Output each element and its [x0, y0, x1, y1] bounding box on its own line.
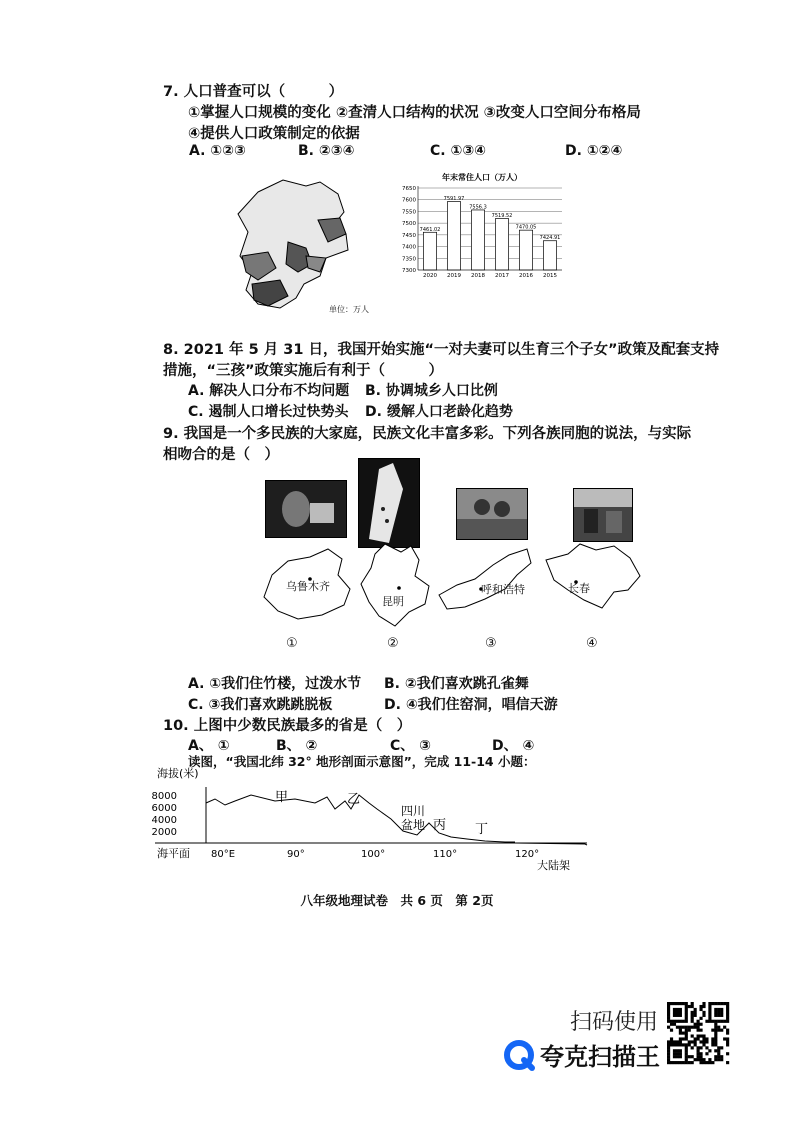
chart-xtick-2020: 2020	[423, 273, 437, 279]
map-number-4: ④	[586, 636, 598, 651]
label-bing: 丙	[433, 818, 447, 833]
chart-ytick-7350: 7350	[402, 256, 416, 263]
q8-stem-2: 措施，“三孩”政策实施后有利于（ ）	[163, 363, 444, 379]
q8-option-a: A. 解决人口分布不均问题	[188, 383, 350, 399]
chart-xtick-2016: 2016	[519, 273, 533, 279]
chart-bar-2020	[423, 232, 436, 270]
chart-xtick-2018: 2018	[471, 273, 485, 279]
brand-logo-icon	[504, 1040, 534, 1070]
q10-option-c: C、 ③	[390, 738, 432, 754]
q7-statements-1: ①掌握人口规模的变化 ②查清人口结构的状况 ③改变人口空间分布格局	[188, 105, 641, 121]
q7-statements-2: ④提供人口政策制定的依据	[188, 126, 360, 142]
xtick-80e: 80°E	[211, 849, 236, 860]
scan-use-text: 扫码使用	[570, 1010, 659, 1035]
q9-option-a: A. ①我们住竹楼，过泼水节	[188, 676, 362, 692]
q10-option-a: A、 ①	[188, 738, 230, 754]
q9-option-d: D. ④我们住窑洞，唱信天游	[384, 697, 558, 713]
q9-option-c: C. ③我们喜欢跳跳脱板	[188, 697, 333, 713]
chart-ytick-7500: 7500	[402, 221, 416, 228]
chart-bar-2019	[447, 202, 460, 270]
map-inner-mongolia	[435, 545, 535, 615]
label-sichuan: 四川	[401, 804, 426, 818]
q8-option-c: C. 遏制人口增长过快势头	[188, 404, 349, 420]
brand-name: 夸克扫描王	[540, 1043, 660, 1071]
q8-option-d: D. 缓解人口老龄化趋势	[365, 404, 513, 420]
chart-ytick-7400: 7400	[402, 244, 416, 251]
q8-stem-1: 8. 2021 年 5 月 31 日，我国开始实施“一对夫妻可以生育三个子女”政策及配套支持	[163, 342, 720, 358]
map-unit-label: 单位：万人	[329, 305, 369, 314]
q9-stem-2: 相吻合的是（ ）	[163, 447, 279, 463]
profile-intro: 读图，“我国北纬 32° 地形剖面示意图”，完成 11-14 小题：	[188, 754, 536, 769]
q8-option-b: B. 协调城乡人口比例	[365, 383, 498, 399]
q7-stem: 7. 人口普查可以（ ）	[163, 84, 344, 100]
q9-stem-1: 9. 我国是一个多民族的大家庭，民族文化丰富多彩。下列各族同胞的说法，与实际	[163, 426, 692, 442]
profile-ylabel: 海拔(米)	[157, 767, 199, 780]
sea-level-label: 海平面	[157, 847, 190, 860]
map-number-2: ②	[387, 636, 399, 651]
map-yunnan	[355, 540, 439, 630]
photo-ethnic-3	[456, 488, 528, 540]
chart-xtick-2019: 2019	[447, 273, 461, 279]
q10-option-d: D、 ④	[492, 738, 535, 754]
ytick-6000: 6000	[151, 803, 177, 814]
chart-value-label-2019: 7591.97	[443, 196, 465, 203]
photo-ethnic-4	[573, 488, 633, 542]
label-yi: 乙	[347, 792, 361, 807]
continental-shelf-label: 大陆架	[537, 859, 570, 872]
q7-option-d: D. ①②④	[565, 143, 623, 159]
photo-ethnic-1	[265, 480, 347, 538]
chart-xtick-2015: 2015	[543, 273, 557, 279]
q10-stem: 10. 上图中少数民族最多的省是（ ）	[163, 718, 412, 734]
label-ding: 丁	[475, 822, 489, 837]
chart-bar-2015	[543, 241, 556, 270]
chart-value-label-2015: 7424.91	[539, 235, 561, 242]
chart-ytick-7550: 7550	[402, 209, 416, 216]
chart-ytick-7600: 7600	[402, 197, 416, 204]
page-footer: 八年级地理试卷 共 6 页 第 2页	[300, 893, 494, 908]
chart-bar-2017	[495, 219, 508, 270]
xtick-110: 110°	[433, 849, 458, 860]
q9-option-b: B. ②我们喜欢跳孔雀舞	[384, 676, 529, 692]
q10-option-b: B、 ②	[276, 738, 318, 754]
chart-bar-2016	[519, 230, 532, 270]
label-jia: 甲	[275, 790, 289, 805]
chart-title: 年末常住人口（万人）	[442, 173, 522, 182]
brand-watermark	[504, 1037, 660, 1072]
map-number-3: ③	[485, 636, 497, 651]
xtick-90: 90°	[287, 849, 305, 860]
chart-ytick-7450: 7450	[402, 232, 416, 239]
city-hohhot: 呼和浩特	[481, 583, 525, 596]
qr-code-icon	[667, 1002, 729, 1064]
city-kunming: 昆明	[382, 595, 404, 608]
xtick-100: 100°	[361, 849, 386, 860]
chart-ytick-7650: 7650	[402, 186, 416, 192]
ytick-4000: 4000	[151, 815, 177, 826]
map-number-1: ①	[286, 636, 298, 651]
terrain-profile-diagram	[151, 765, 595, 875]
ytick-2000: 2000	[151, 827, 177, 838]
xtick-120: 120°	[515, 849, 540, 860]
photo-ethnic-2	[358, 458, 420, 548]
chart-ytick-7300: 7300	[402, 268, 416, 274]
chart-value-label-2018: 7556.3	[469, 204, 487, 211]
chart-value-label-2020: 7461.02	[419, 226, 441, 233]
population-bar-chart	[390, 170, 570, 282]
label-basin: 盆地	[401, 818, 426, 832]
city-urumqi: 乌鲁木齐	[286, 580, 330, 593]
city-changchun: 长春	[568, 582, 590, 595]
chart-bar-2018	[471, 210, 484, 270]
q7-option-c: C. ①③④	[430, 143, 487, 159]
chart-xtick-2017: 2017	[495, 273, 509, 279]
q7-option-a: A. ①②③	[189, 143, 246, 159]
hebei-region-map	[228, 172, 368, 320]
chart-value-label-2017: 7519.52	[491, 213, 513, 220]
map-jilin	[540, 540, 646, 616]
q7-option-b: B. ②③④	[298, 143, 355, 159]
chart-value-label-2016: 7470.05	[515, 224, 537, 231]
ytick-8000: 8000	[151, 791, 177, 802]
